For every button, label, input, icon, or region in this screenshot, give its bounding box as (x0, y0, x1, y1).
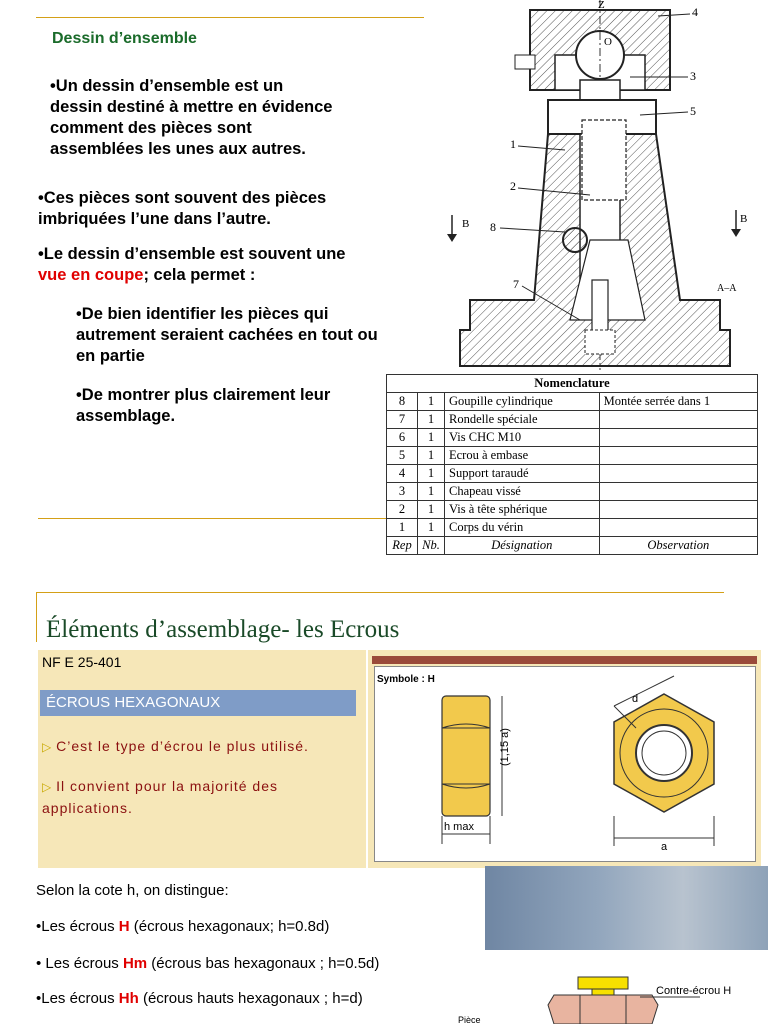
assembly-drawing (430, 0, 768, 372)
table-row (387, 393, 758, 411)
cell-rep: 6 (387, 429, 418, 447)
bullet-2-continued: applications. (42, 800, 133, 816)
label-b-left: B (462, 218, 470, 230)
label-8: 8 (490, 220, 496, 234)
cell-nb: 1 (418, 393, 445, 411)
cell-observation (599, 501, 757, 519)
list-item (36, 955, 379, 972)
cell-observation (599, 429, 757, 447)
text-line: •Ces pièces sont souvent des pièces (38, 189, 327, 207)
cell-rep: 2 (387, 501, 418, 519)
cell-observation (599, 465, 757, 483)
cell-observation (599, 483, 757, 501)
item-text: (écrous hexagonaux; h=0.8d) (129, 918, 330, 935)
cell-nb: 1 (418, 447, 445, 465)
text-line: •Le dessin d’ensemble est souvent une (38, 245, 346, 263)
text-fragment: ; cela permet : (143, 266, 256, 284)
contre-ecrou-label: Contre-écrou H (656, 985, 732, 997)
cell-nb: 1 (418, 483, 445, 501)
paragraph-4 (76, 304, 378, 367)
vertical-rule (36, 592, 37, 642)
top-rule (36, 17, 424, 18)
table-row (387, 429, 758, 447)
cell-designation: Chapeau vissé (445, 483, 600, 501)
text-line: autrement seraient cachées en tout ou (76, 326, 378, 344)
text-line: assemblées les unes aux autres. (50, 140, 306, 158)
paragraph-5 (76, 385, 330, 427)
text-line: imbriquées l’une dans l’autre. (38, 210, 271, 228)
item-prefix: • Les écrous (36, 955, 123, 972)
panel-header-strip (372, 656, 757, 664)
header-nb: Nb. (418, 537, 445, 555)
cell-observation (599, 519, 757, 537)
label-o: O (604, 36, 612, 48)
dim-d-label: d (632, 693, 639, 705)
text-line: •Un dessin d’ensemble est un (50, 77, 284, 95)
cell-designation: Support taraudé (445, 465, 600, 483)
cell-designation: Rondelle spéciale (445, 411, 600, 429)
locknut-drawing (540, 975, 768, 1024)
list-item (36, 918, 329, 935)
cell-nb: 1 (418, 465, 445, 483)
text-line: •De bien identifier les pièces qui (76, 305, 329, 323)
label-b-right: B (740, 213, 748, 225)
item-text: (écrous bas hexagonaux ; h=0.5d) (147, 955, 380, 972)
symbol-label: Symbole : H (377, 674, 435, 685)
header-designation: Désignation (445, 537, 600, 555)
table-row (387, 447, 758, 465)
cell-designation: Ecrou à embase (445, 447, 600, 465)
piece-label: Pièce (458, 1015, 481, 1025)
text-line: dessin destiné à mettre en évidence (50, 98, 333, 116)
cell-designation: Goupille cylindrique (445, 393, 600, 411)
item-prefix: •Les écrous (36, 918, 119, 935)
triangle-bullet-icon: ▷ (42, 780, 52, 794)
section-title: Dessin d’ensemble (52, 30, 197, 47)
left-panel (38, 650, 366, 868)
header-observation: Observation (599, 537, 757, 555)
item-code: H (118, 918, 130, 935)
dim-hmax-label: h max (444, 821, 474, 833)
section-bar: ÉCROUS HEXAGONAUX (40, 690, 356, 716)
paragraph-2 (38, 188, 326, 230)
cell-designation: Vis à tête sphérique (445, 501, 600, 519)
cell-rep: 7 (387, 411, 418, 429)
cell-designation: Vis CHC M10 (445, 429, 600, 447)
intro-text: Selon la cote h, on distingue: (36, 882, 229, 899)
cell-observation (599, 411, 757, 429)
table-row (387, 411, 758, 429)
label-7: 7 (513, 277, 519, 291)
item-text: (écrous hauts hexagonaux ; h=d) (138, 990, 363, 1007)
table-header-row (387, 537, 758, 555)
cell-rep: 8 (387, 393, 418, 411)
nut-photo (485, 866, 768, 950)
cell-nb: 1 (418, 519, 445, 537)
cell-rep: 4 (387, 465, 418, 483)
text-line: en partie (76, 347, 145, 365)
text-line: assemblage. (76, 407, 176, 425)
cell-observation (599, 447, 757, 465)
label-3: 3 (690, 69, 696, 83)
dim-height-label: (1,15 a) (499, 728, 511, 766)
paragraph-1 (50, 76, 332, 160)
highlight-text: vue en coupe (38, 266, 144, 284)
triangle-bullet-icon: ▷ (42, 740, 52, 754)
table-row (387, 501, 758, 519)
cell-nb: 1 (418, 501, 445, 519)
table-row (387, 465, 758, 483)
cell-designation: Corps du vérin (445, 519, 600, 537)
table-row (387, 483, 758, 501)
bottom-rule (38, 518, 386, 519)
label-1: 1 (510, 137, 516, 151)
cell-rep: 5 (387, 447, 418, 465)
text-line: comment des pièces sont (50, 119, 252, 137)
norm-label: NF E 25-401 (42, 654, 122, 670)
bullet-1 (42, 738, 309, 756)
item-code: Hh (118, 990, 139, 1007)
nomenclature-table (386, 374, 758, 555)
slide2-top-rule (36, 592, 724, 593)
item-code: Hm (122, 955, 148, 972)
list-item (36, 990, 363, 1007)
cell-rep: 3 (387, 483, 418, 501)
cell-nb: 1 (418, 429, 445, 447)
cell-observation: Montée serrée dans 1 (599, 393, 757, 411)
nut-drawing (374, 666, 754, 860)
table-row (387, 519, 758, 537)
label-2: 2 (510, 179, 516, 193)
header-rep: Rep (387, 537, 418, 555)
label-5: 5 (690, 104, 696, 118)
text-line: •De montrer plus clairement leur (76, 386, 331, 404)
table-title: Nomenclature (387, 375, 758, 393)
bullet-text: Il convient pour la majorité des (51, 778, 278, 794)
label-z: Z (598, 0, 605, 11)
dim-a-label: a (661, 841, 668, 853)
item-prefix: •Les écrous (36, 990, 119, 1007)
bullet-2 (42, 778, 278, 796)
label-section-aa: A–A (717, 283, 737, 294)
slide2-title: Éléments d’assemblage- les Ecrous (46, 616, 400, 643)
bullet-text: C’est le type d’écrou le plus utilisé. (51, 738, 309, 754)
paragraph-3 (38, 244, 345, 286)
label-4: 4 (692, 5, 698, 19)
cell-rep: 1 (387, 519, 418, 537)
cell-nb: 1 (418, 411, 445, 429)
